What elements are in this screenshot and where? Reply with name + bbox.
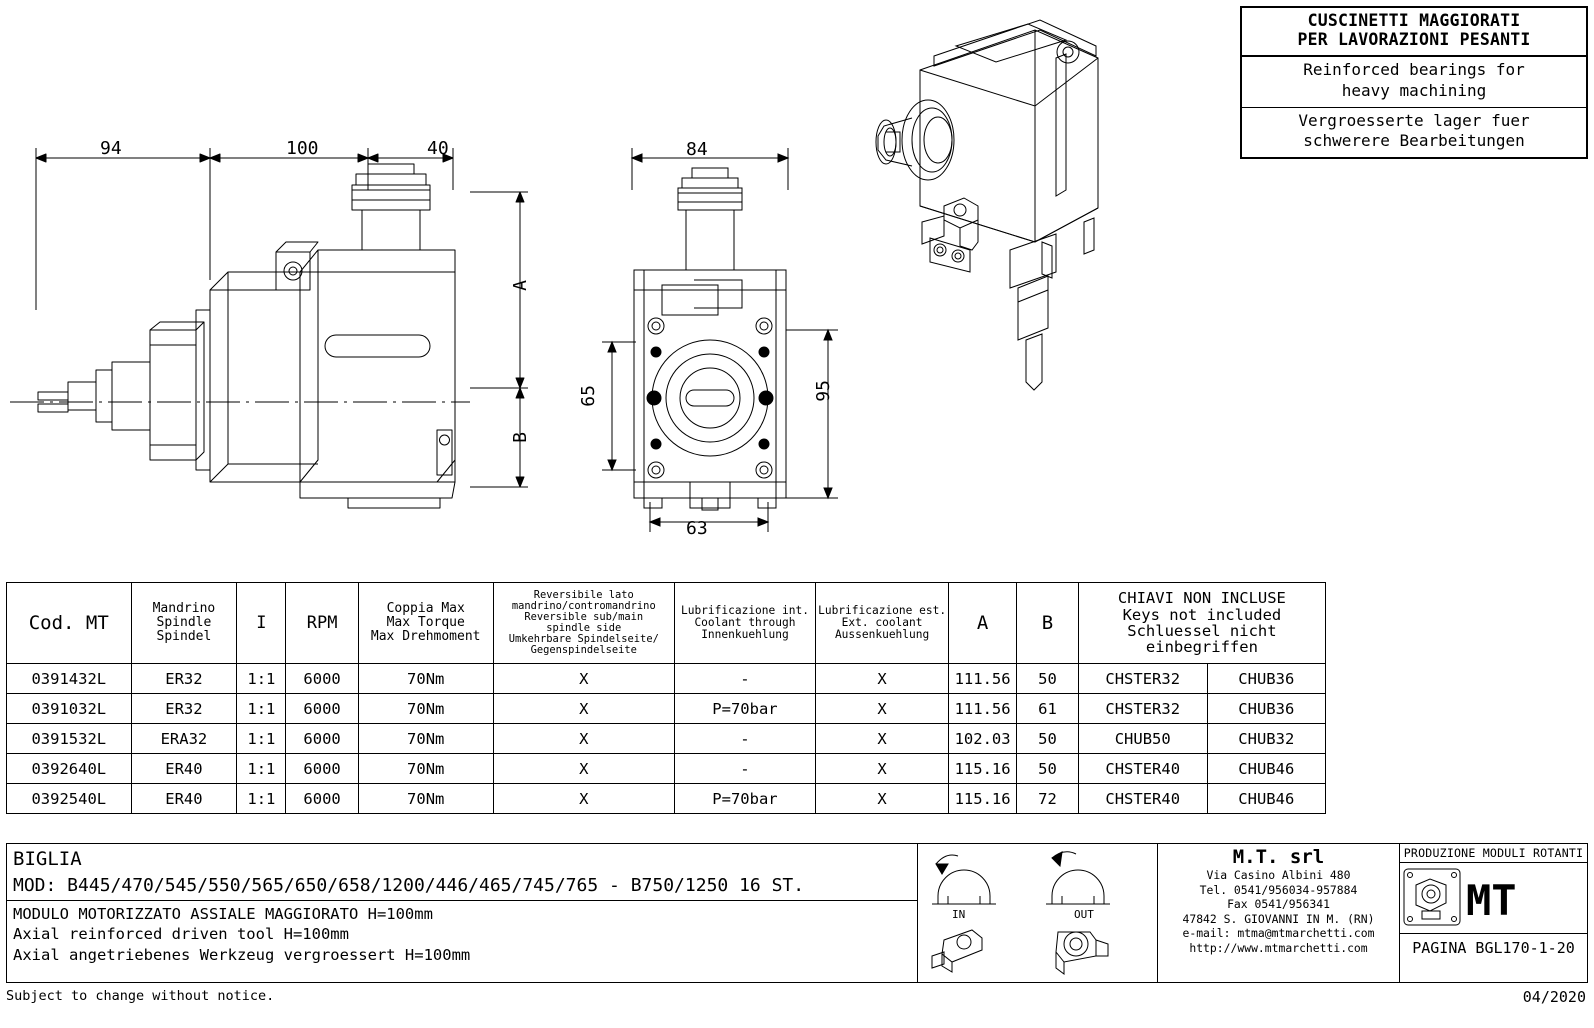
cell-rpm: 6000 xyxy=(286,754,358,784)
th-spindle xyxy=(131,583,237,664)
cell-i: 1:1 xyxy=(237,784,286,814)
cell-b: 61 xyxy=(1017,694,1079,724)
th-a: A xyxy=(949,583,1017,664)
cell-a: 115.16 xyxy=(949,784,1017,814)
cell-torque: 70Nm xyxy=(358,754,493,784)
table-row xyxy=(7,754,1326,784)
th-rev-l1: Reversibile lato xyxy=(533,588,634,601)
cell-key1: CHSTER32 xyxy=(1078,664,1207,694)
th-spindle-en: Spindle xyxy=(156,615,212,631)
table-row xyxy=(7,664,1326,694)
th-keys-l2: Keys not included xyxy=(1122,605,1282,624)
company-city: 47842 S. GIOVANNI IN M. (RN) xyxy=(1182,911,1375,926)
cell-key2: CHUB46 xyxy=(1207,754,1325,784)
cell-rpm: 6000 xyxy=(286,694,358,724)
dim-95: 95 xyxy=(813,380,834,402)
th-spindle-de: Spindel xyxy=(156,628,212,644)
dim-63: 63 xyxy=(686,518,708,539)
cell-b: 50 xyxy=(1017,664,1079,694)
machine-models: MOD: B445/470/545/550/565/650/658/1200/446/465/745/765 - B750/1250 16 ST. xyxy=(7,870,917,901)
coolant-direction-icons xyxy=(918,844,1156,982)
notes-de-line2: schwerere Bearbeitungen xyxy=(1303,131,1525,151)
notes-box xyxy=(1240,6,1588,159)
th-rev-l2: mandrino/contromandrino xyxy=(511,599,656,612)
cell-coolant-int: - xyxy=(674,754,815,784)
th-ci-l3: Innenkuehlung xyxy=(701,627,789,641)
cell-cod: 0392540L xyxy=(7,784,132,814)
cell-key2: CHUB32 xyxy=(1207,724,1325,754)
cell-torque: 70Nm xyxy=(358,784,493,814)
cell-spindle: ER40 xyxy=(131,754,237,784)
th-torque-it: Coppia Max xyxy=(386,601,465,617)
cell-rpm: 6000 xyxy=(286,784,358,814)
cell-b: 50 xyxy=(1017,724,1079,754)
desc-it: MODULO MOTORIZZATO ASSIALE MAGGIORATO H=100mm xyxy=(13,905,433,923)
cell-key2: CHUB36 xyxy=(1207,694,1325,724)
notes-header-line1: CUSCINETTI MAGGIORATI xyxy=(1307,11,1521,30)
cell-b: 50 xyxy=(1017,754,1079,784)
machine-brand: BIGLIA xyxy=(13,848,82,870)
cell-spindle: ER32 xyxy=(131,664,237,694)
cell-key1: CHSTER40 xyxy=(1078,754,1207,784)
th-coolant-int xyxy=(674,583,815,664)
isometric-view-drawing xyxy=(860,10,1240,480)
company-email[interactable]: e-mail: mtma@mtmarchetti.com xyxy=(1182,926,1375,941)
cell-coolant-ext: X xyxy=(816,664,949,694)
cell-coolant-int: P=70bar xyxy=(674,694,815,724)
cell-coolant-int: - xyxy=(674,664,815,694)
cell-reversible: X xyxy=(493,664,674,694)
cell-key1: CHUB50 xyxy=(1078,724,1207,754)
cell-i: 1:1 xyxy=(237,694,286,724)
footer-notice: Subject to change without notice. xyxy=(6,988,275,1004)
mt-logo-graphic xyxy=(1400,863,1586,931)
cell-reversible: X xyxy=(493,694,674,724)
th-i: I xyxy=(237,583,286,664)
cell-cod: 0391032L xyxy=(7,694,132,724)
notes-de-line1: Vergroesserte lager fuer xyxy=(1298,110,1530,130)
cell-spindle: ER32 xyxy=(131,694,237,724)
notes-header xyxy=(1242,8,1586,57)
th-ce-l3: Aussenkuehlung xyxy=(834,627,930,641)
th-rev-l3: Reversible sub/main xyxy=(524,610,644,623)
cell-reversible: X xyxy=(493,784,674,814)
table-row xyxy=(7,784,1326,814)
cell-a: 102.03 xyxy=(949,724,1017,754)
th-rev-l6: Gegenspindelseite xyxy=(530,644,637,657)
notes-german xyxy=(1242,108,1586,158)
cell-key2: CHUB46 xyxy=(1207,784,1325,814)
th-ce-l1: Lubrificazione est. xyxy=(818,604,947,618)
th-torque-en: Max Torque xyxy=(386,615,465,631)
cell-a: 115.16 xyxy=(949,754,1017,784)
cell-coolant-ext: X xyxy=(816,784,949,814)
desc-en: Axial reinforced driven tool H=100mm xyxy=(13,925,349,944)
th-rev-l4: spindle side xyxy=(546,622,622,634)
cell-spindle: ERA32 xyxy=(131,724,237,754)
th-torque xyxy=(358,583,493,664)
dim-84: 84 xyxy=(686,139,708,160)
cell-cod: 0391432L xyxy=(7,664,132,694)
dim-94: 94 xyxy=(100,138,122,159)
th-rpm: RPM xyxy=(286,583,358,664)
table-row xyxy=(7,724,1326,754)
cell-reversible: X xyxy=(493,724,674,754)
desc-de: Axial angetriebenes Werkzeug vergroessert H=100mm xyxy=(13,945,471,964)
table-row xyxy=(7,694,1326,724)
cell-i: 1:1 xyxy=(237,724,286,754)
cell-coolant-ext: X xyxy=(816,724,949,754)
th-rev-l5: Umkehrbare Spindelseite/ xyxy=(508,633,659,646)
title-block xyxy=(6,843,1588,983)
cell-coolant-ext: X xyxy=(816,694,949,724)
production-block xyxy=(1400,843,1588,983)
th-keys-l1: CHIAVI NON INCLUSE xyxy=(1117,589,1286,608)
table-header-row xyxy=(7,583,1326,664)
th-keys-l3: Schluessel nicht einbegriffen xyxy=(1127,622,1277,657)
th-ce-l2: Ext. coolant xyxy=(841,616,923,630)
cell-a: 111.56 xyxy=(949,694,1017,724)
dim-100: 100 xyxy=(286,138,319,159)
cell-coolant-int: P=70bar xyxy=(674,784,815,814)
cell-coolant-ext: X xyxy=(816,754,949,784)
product-description xyxy=(7,901,917,965)
cell-spindle: ER40 xyxy=(131,784,237,814)
dim-label-A: A xyxy=(510,280,531,291)
dim-65: 65 xyxy=(578,385,599,407)
th-coolant-ext xyxy=(816,583,949,664)
cell-torque: 70Nm xyxy=(358,664,493,694)
specification-table xyxy=(6,582,1326,814)
side-view-drawing xyxy=(0,130,560,550)
footer-date: 04/2020 xyxy=(1522,988,1586,1006)
notes-en-line1: Reinforced bearings for xyxy=(1303,59,1525,79)
th-spindle-it: Mandrino xyxy=(152,601,216,617)
page-number: PAGINA BGL170-1-20 xyxy=(1412,939,1575,957)
cell-rpm: 6000 xyxy=(286,664,358,694)
th-torque-de: Max Drehmoment xyxy=(370,628,481,644)
cell-reversible: X xyxy=(493,754,674,784)
th-cod: Cod. MT xyxy=(7,583,132,664)
th-ci-l2: Coolant through xyxy=(694,616,796,630)
th-keys xyxy=(1078,583,1325,664)
cell-cod: 0391532L xyxy=(7,724,132,754)
company-name: M.T. srl xyxy=(1232,846,1325,868)
cell-b: 72 xyxy=(1017,784,1079,814)
cell-torque: 70Nm xyxy=(358,694,493,724)
production-title: PRODUZIONE MODULI ROTANTI xyxy=(1400,844,1587,863)
dim-40: 40 xyxy=(427,138,449,159)
company-fax: Fax 0541/956341 xyxy=(1227,897,1330,912)
cell-rpm: 6000 xyxy=(286,724,358,754)
cell-key1: CHSTER40 xyxy=(1078,784,1207,814)
notes-header-line2: PER LAVORAZIONI PESANTI xyxy=(1297,30,1531,50)
label-in: IN xyxy=(952,908,966,921)
company-tel: Tel. 0541/956034-957884 xyxy=(1199,882,1358,897)
title-block-symbols xyxy=(918,843,1158,983)
cell-cod: 0392640L xyxy=(7,754,132,784)
company-website[interactable]: http://www.mtmarchetti.com xyxy=(1189,940,1368,955)
th-b: B xyxy=(1017,583,1079,664)
front-view-drawing xyxy=(590,130,890,560)
title-block-left xyxy=(6,843,918,983)
cell-i: 1:1 xyxy=(237,754,286,784)
dim-label-B: B xyxy=(510,432,531,443)
th-ci-l1: Lubrificazione int. xyxy=(680,604,809,618)
cell-i: 1:1 xyxy=(237,664,286,694)
company-block xyxy=(1158,843,1400,983)
company-address: Via Casino Albini 480 xyxy=(1206,868,1351,882)
notes-english xyxy=(1242,57,1586,108)
cell-torque: 70Nm xyxy=(358,724,493,754)
label-out: OUT xyxy=(1074,908,1094,921)
th-reversible xyxy=(493,583,674,664)
mt-logo-text: MT xyxy=(1466,876,1517,925)
cell-a: 111.56 xyxy=(949,664,1017,694)
cell-coolant-int: - xyxy=(674,724,815,754)
cell-key1: CHSTER32 xyxy=(1078,694,1207,724)
notes-en-line2: heavy machining xyxy=(1341,80,1487,100)
mt-logo xyxy=(1400,863,1587,934)
cell-key2: CHUB36 xyxy=(1207,664,1325,694)
